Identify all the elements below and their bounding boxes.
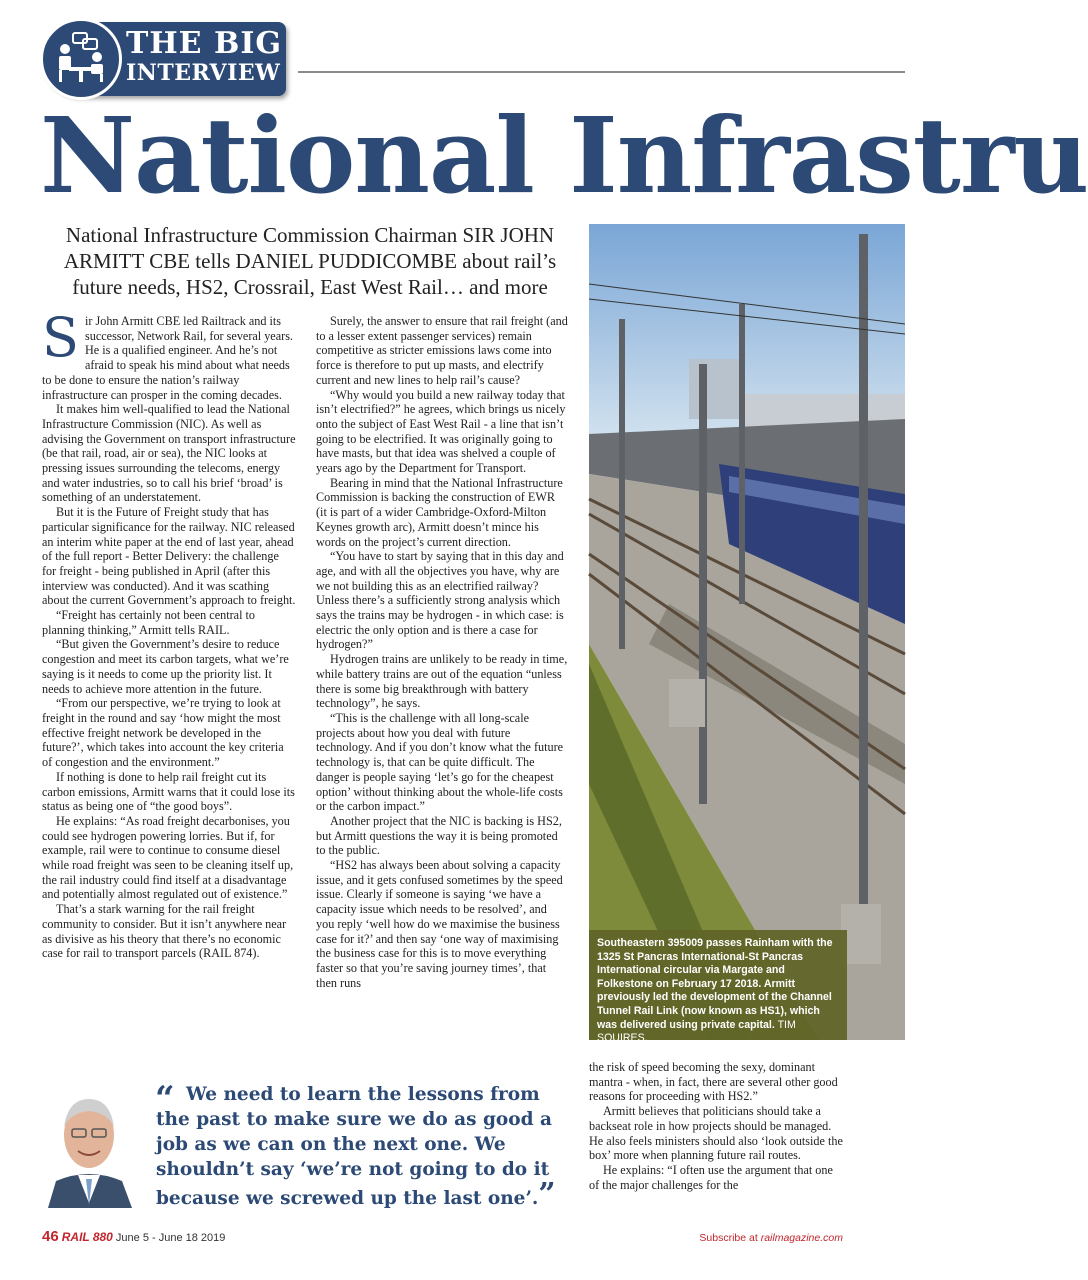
- photo-credit: TIM SQUIRES.: [597, 1018, 796, 1045]
- train-photo: [589, 224, 905, 1040]
- paragraph: He explains: “As road freight decarbonises, you could see hydrogen powering lorries. But if, for example, rail were to continue to consume diesel while road freight was seen to be cleaning itself up, the rail industry could find itself at a disadvantage and potentially almost regulated out of existence.”: [42, 813, 294, 902]
- dropcap: S: [42, 306, 79, 369]
- paragraph: Hydrogen trains are unlikely to be ready in time, while battery trains are out of the equation “unless there is some big breakthrough with battery technology”, he says.: [316, 652, 568, 711]
- quote-close-icon: ”: [538, 1177, 556, 1212]
- magazine-name: RAIL: [61, 1230, 90, 1244]
- badge-title: THE BIG: [126, 26, 282, 61]
- paragraph: the risk of speed becoming the sexy, dominant mantra - when, in fact, there are several other good reasons for proceeding with HS2.”: [589, 1060, 838, 1104]
- paragraph: Bearing in mind that the National Infrastructure Commission is backing the construction of EWR (it is part of a wider Cambridge-Oxford-Milton Keynes growth arc), Armitt doesn’t mince his words on the project’s current direction.: [316, 475, 563, 549]
- paragraph: It makes him well-qualified to lead the National Infrastructure Commission (NIC). As well as advising the Government on transport infrastructure (be that rail, road, air or sea), the NIC looks at pressing issues surrounding the telecoms, energy and water industries, so to call his brief ‘broad’ is something of an understatement.: [42, 402, 296, 505]
- paragraph: “Freight has certainly not been central to planning thinking,” Armitt tells RAIL.: [42, 608, 255, 637]
- paragraph: If nothing is done to help rail freight cut its carbon emissions, Armitt warns that it could lose its status as being one of “the good boys”.: [42, 769, 295, 814]
- paragraph: “But given the Government’s desire to reduce congestion and meet its carbon targets, what we’re saying is it needs to come up the priority list. It needs to achieve more attention in the future.: [42, 637, 289, 696]
- badge-subtitle: INTERVIEW: [126, 60, 281, 86]
- paragraph: “From our perspective, we’re trying to look at freight in the round and say ‘how might the most effective freight network be developed in the future?’, which takes into account the key criteria of congestion and the environment.”: [42, 696, 284, 770]
- paragraph: “HS2 has always been about solving a capacity issue, and it gets confused sometimes by the speed issue. Clearly if someone is saying ‘we have a capacity issue which needs to be resolved’, and you reply ‘well how do we maximise the business case for it?’ and then say ‘one way of maximising the business case for this is to move everything faster so that you’re saving journey times’, that then runs: [316, 858, 563, 990]
- subscribe-note: [699, 1232, 843, 1244]
- portrait-photo: [42, 1083, 136, 1208]
- paragraph: Surely, the answer to ensure that rail freight (and to a lesser extent passenger services) remain competitive as stricter emissions laws come into force is therefore to put up masts, and electrify current and new lines to help rail’s cause?: [316, 314, 568, 387]
- page-number: 46: [42, 1228, 59, 1245]
- article-column-1: [42, 306, 296, 961]
- issue-dates: June 5 - June 18 2019: [115, 1232, 226, 1244]
- paragraph: He explains: “I often use the argument that one of the major challenges for the: [589, 1162, 833, 1192]
- pull-quote-text: We need to learn the lessons from the past to make sure we do as good a job as we can on the next one. We shouldn’t say ‘we’re not going to do it because we screwed up the last one’.: [156, 1084, 552, 1209]
- paragraph: “Why would you build a new railway today that isn’t electrified?” he agrees, which brings us nicely onto the subject of East West Rail - a line that isn’t going to be electrified. It was originally going to have masts, but that idea was shelved a couple of years ago by the Department for Transport.: [316, 387, 566, 476]
- standfirst: National Infrastructure Commission Chairman SIR JOHN ARMITT CBE tells DANIEL PUDDICOMBE about rail’s future needs, HS2, Crossrail, East West Rail… and more: [63, 223, 557, 299]
- subscribe-prefix: Subscribe at: [699, 1232, 758, 1244]
- paragraph: ir John Armitt CBE led Railtrack and its successor, Network Rail, for several years. He is a qualified engineer. And he’s not afraid to speak his mind about what needs to be done to ensure the nation’s railway infrastructure can prosper in the coming decades.: [42, 314, 293, 402]
- quote-open-icon: “: [155, 1079, 175, 1119]
- article-column-2: [316, 314, 568, 990]
- header-rule: [298, 71, 905, 73]
- headline: National Infrastru: [40, 94, 1088, 217]
- paragraph: Armitt believes that politicians should take a backseat role in how projects should be managed. He also feels ministers should also ‘look outside the box’ more when planning future rail routes.: [589, 1104, 843, 1163]
- paragraph: “This is the challenge with all long-scale projects about how you deal with future technology. And if you don’t know what the future technology is, that can be quite difficult. The danger is people saying ‘let’s go for the cheapest option’ without thinking about the whole-life costs or the carbon impact.”: [316, 710, 564, 814]
- paragraph: That’s a stark warning for the rail freight community to consider. But it isn’t anywhere near as divisive as his theory that there’s no economic case for rail to transport parcels (RAIL 874).: [42, 902, 287, 961]
- photo-caption: [589, 930, 847, 1045]
- interview-badge: [42, 22, 286, 96]
- paragraph: Another project that the NIC is backing is HS2, but Armitt questions the way it is being promoted to the public.: [316, 813, 562, 858]
- page-footer: [42, 1228, 225, 1245]
- subscribe-link[interactable]: railmagazine.com: [760, 1232, 843, 1244]
- paragraph: But it is the Future of Freight study that has particular significance for the railway. NIC released an interim white paper at the end of last year, ahead of the full report - Better Delivery: the challenge for freight - being published in April (after this interview was conducted). And it was scathing about the current Government’s approach to freight.: [42, 505, 296, 608]
- caption-text: Southeastern 395009 passes Rainham with the 1325 St Pancras International-St Pancras International circular via Margate and Folkestone on February 17 2018. Armitt previously led the development of the Channel Tunnel Rail Link (now known as HS1), which was delivered using private capital.: [597, 937, 833, 1031]
- paragraph: “You have to start by saying that in this day and age, and with all the objectives you have, why are we not building this as an electrified railway? Unless there’s a sufficiently strong analysis which says the trains may be hydrogen - in which case: is electric the only option and is there a case for hydrogen?”: [316, 549, 564, 652]
- issue-number: 880: [92, 1230, 113, 1244]
- article-column-3: [589, 1060, 845, 1192]
- interview-icon: [40, 18, 122, 100]
- pull-quote: [155, 1079, 576, 1212]
